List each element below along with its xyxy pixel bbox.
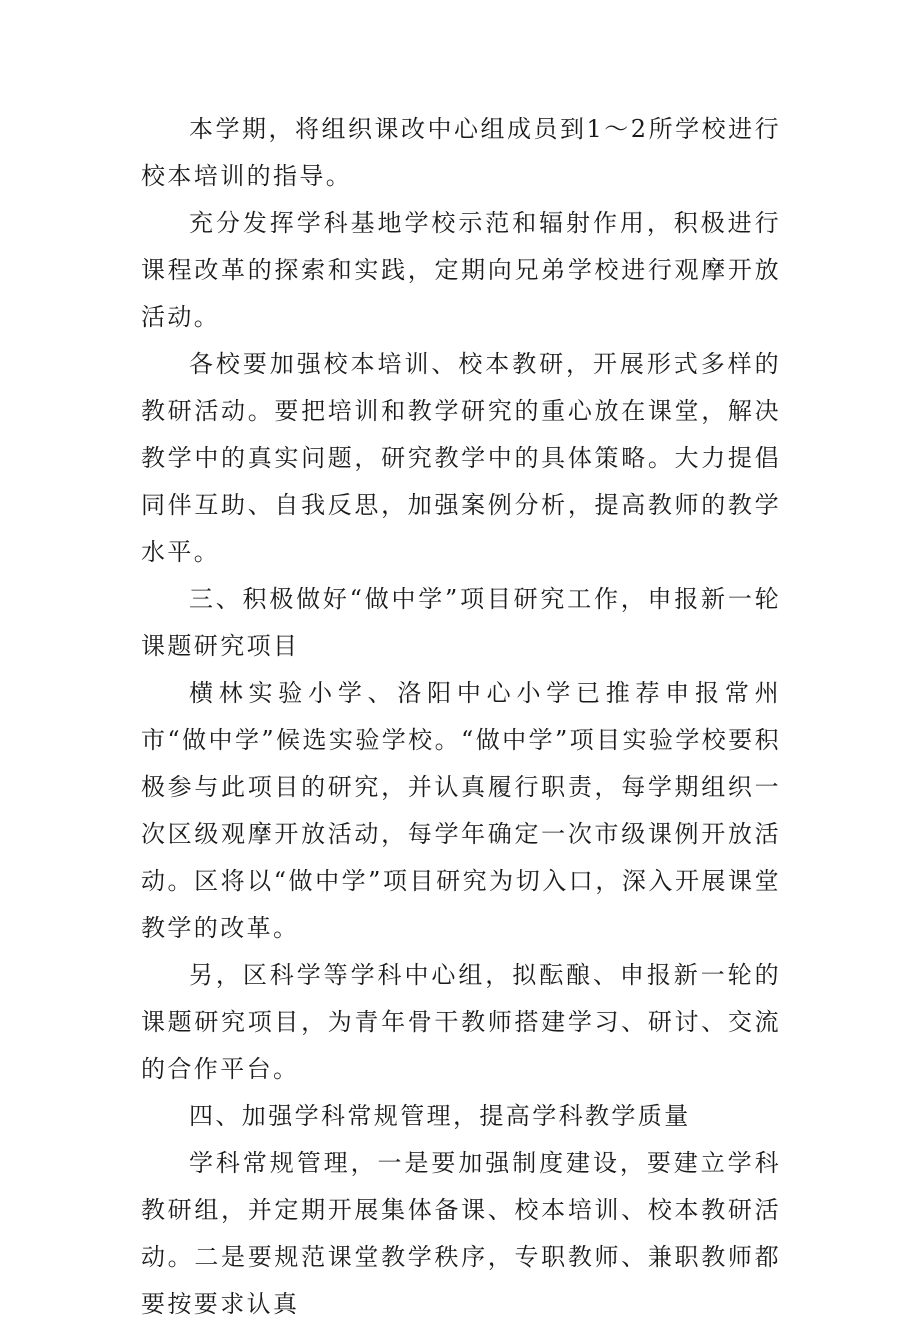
- section-heading-4: 四、加强学科常规管理，提高学科教学质量: [189, 1102, 691, 1130]
- document-body: [141, 106, 781, 1328]
- paragraph-routine-management: 学科常规管理，一是要加强制度建设，要建立学科教研组，并定期开展集体备课、校本培训、校本教研活动。二是要规范课堂教学秩序，专职教师、兼职教师都要按要求认真: [141, 1149, 781, 1318]
- paragraph-learning-by-doing: 横林实验小学、洛阳中心小学已推荐申报常州市“做中学”候选实验学校。“做中学”项目实验学校要积极参与此项目的研究，并认真履行职责，每学期组织一次区级观摩开放活动，每学年确定一次市级课例开放活动。区将以“做中学”项目研究为切入口，深入开展课堂教学的改革。: [141, 679, 781, 942]
- paragraph-base-schools: 充分发挥学科基地学校示范和辐射作用，积极进行课程改革的探索和实践，定期向兄弟学校进行观摩开放活动。: [141, 209, 781, 331]
- section-heading-3: 三、积极做好“做中学”项目研究工作，申报新一轮课题研究项目: [141, 585, 781, 660]
- paragraph-school-training: 本学期，将组织课改中心组成员到1～2所学校进行校本培训的指导。: [141, 115, 781, 190]
- paragraph-school-research: 各校要加强校本培训、校本教研，开展形式多样的教研活动。要把培训和教学研究的重心放在课堂，解决教学中的真实问题，研究教学中的具体策略。大力提倡同伴互助、自我反思，加强案例分析，提高教师的教学水平。: [141, 350, 781, 566]
- paragraph-new-projects: 另，区科学等学科中心组，拟酝酿、申报新一轮的课题研究项目，为青年骨干教师搭建学习、研讨、交流的合作平台。: [141, 961, 781, 1083]
